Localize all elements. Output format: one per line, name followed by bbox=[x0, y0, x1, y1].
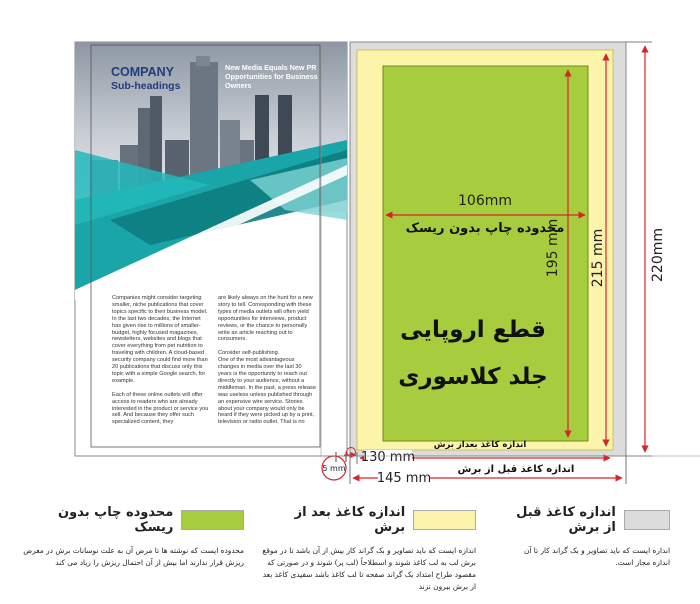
safe-print-swatch bbox=[181, 510, 244, 530]
legend-title: اندازه کاغذ قبل از برش bbox=[516, 505, 616, 535]
dim-before-trim-height bbox=[626, 42, 666, 456]
legend-description: اندازه ایست که باید تصاویر و بک گراند کار بیش از آن باشد تا در موقع برش لب به لب کاغذ شوند و اسطلاحاً (لب پر) شوند و در صورتی که مقصود طراح امتداد بک گراند صفحه تا لب کاغذ باشد سفیدی کاغذ بعد از برش بیرون نزند bbox=[262, 546, 476, 591]
cover-text-column-2: are likely always on the hunt for a new story to tell. Corresponding with these types of media outlets will often yield opportunities for interviews, product reviews, or the chance to personally write an article reaching out to consumers. Consider self-publishing. One of the most advantageous changes in media over the last 30 years is the opportunity to reach out directly to your audience, without a middleman. In the past, a press release was useless unless published through an expensive wire service. Stories about your company would only be heard if they were picked up by a print, television or radio outlet. That is no bbox=[218, 295, 316, 426]
before-trim-height-label: 220mm bbox=[650, 228, 666, 282]
after-trim-width-label: 130 mm bbox=[360, 450, 416, 465]
legend-title: محدوده چاپ بدون ریسک bbox=[58, 505, 174, 535]
after-trim-height-label: 215 mm bbox=[590, 228, 606, 288]
cover-headline: New Media Equals New PR Opportunities for Business Owners bbox=[225, 63, 318, 90]
company-subheading: Sub-headings bbox=[111, 80, 181, 92]
cover-text-column-1: Companies might consider targeting smaller, niche publications that cover topics specific to their business model. In the last two decades, the Internet has given rise to millions of smaller-budget, highly focused magazines, newsletters, websites and blogs that cover everything from pet nutrition to traveling with children. A cloud-based security company could find more than 20 publications that discuss only this topic with a simple Google search, for example. Each of these online outlets will offer access to readers who are already interested in the product or service you sell. And because they offer such specialized content, they bbox=[112, 295, 209, 426]
legend-before-trim bbox=[508, 505, 670, 569]
legend-description: اندازه ایست که باید تصاویر و بک گراند کار تا آن اندازه مجاز است. bbox=[523, 546, 670, 567]
safe-print-label: محدوده چاپ بدون ریسک bbox=[405, 221, 565, 236]
safe-height-label: 195 mm bbox=[545, 218, 561, 278]
after-trim-swatch bbox=[413, 510, 476, 530]
legend-title: اندازه کاغذ بعد از برش bbox=[294, 505, 406, 535]
after-trim-label: اندازه کاغذ بعداز برش bbox=[433, 440, 527, 450]
company-name: COMPANY bbox=[111, 65, 174, 79]
legend-safe-print bbox=[18, 505, 244, 569]
safe-width-label: 106mm bbox=[458, 193, 512, 209]
format-line1: قطع اروپایی bbox=[400, 317, 546, 343]
before-trim-swatch bbox=[624, 510, 670, 530]
before-trim-width-label: 145 mm bbox=[376, 471, 432, 486]
format-line2: جلد کلاسوری bbox=[398, 364, 548, 390]
cover-headings bbox=[111, 65, 181, 92]
legend-after-trim bbox=[262, 505, 476, 593]
print-template bbox=[350, 42, 626, 456]
before-trim-label: اندازه کاغذ قبل از برش bbox=[457, 464, 575, 475]
spine-label: 5 mm bbox=[322, 464, 346, 473]
legend-description: محدوده ایست که نوشته ها تا مرض آن به علت نوسانات برش در معرض ریزش قرار ندارند اما بیش از آن احتمال ریزش را زیاد می کند bbox=[23, 546, 244, 567]
